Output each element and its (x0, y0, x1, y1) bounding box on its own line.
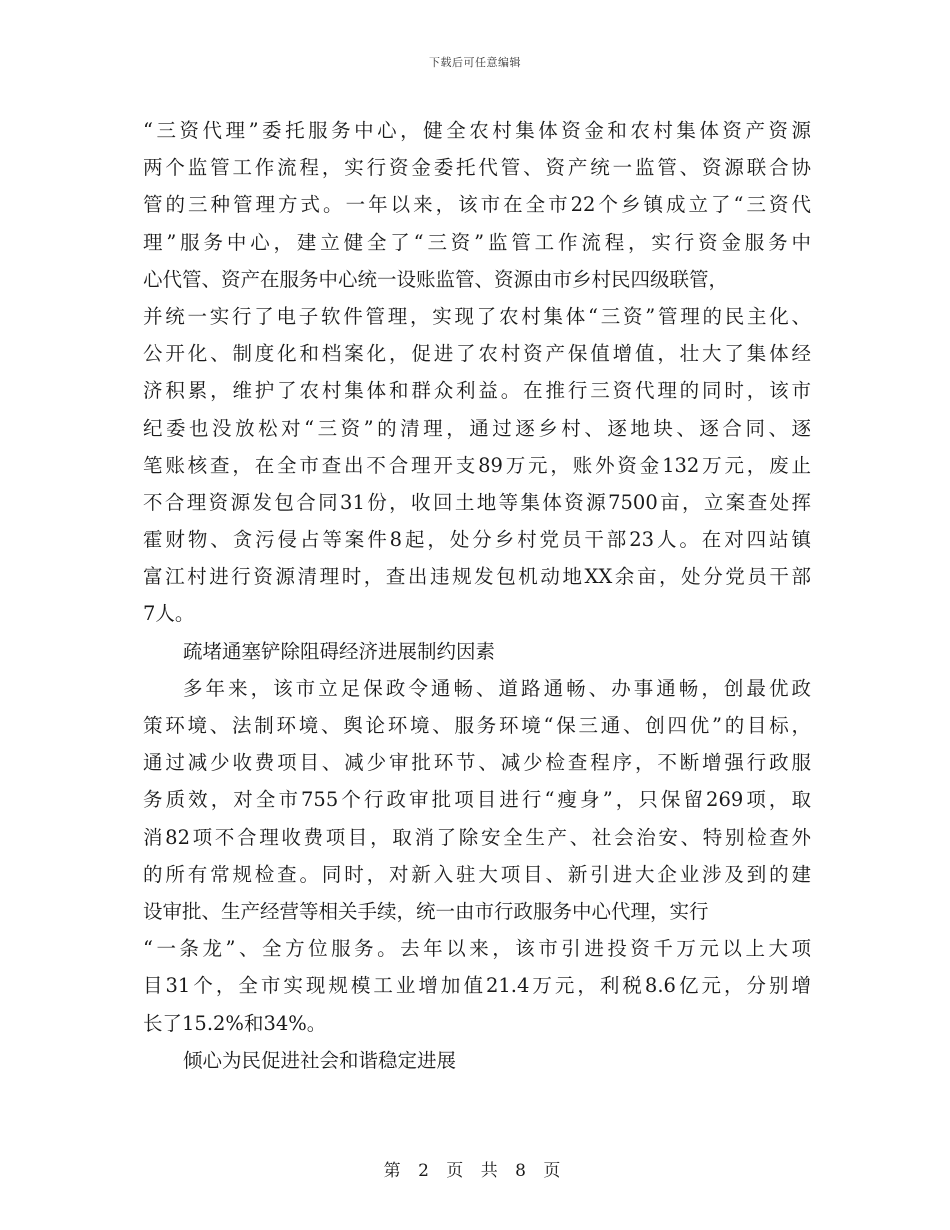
text-line: 7人。 (143, 602, 195, 626)
text-line: 设审批、生产经营等相关手续，统一由市行政服务中心代理，实行 (143, 899, 709, 923)
text-line: 不合理资源发包合同31份，收回土地等集体资源7500亩，立案查处挥 (143, 490, 811, 514)
paragraph-2 (143, 670, 811, 1042)
page-header: 下载后可任意编辑 (429, 56, 521, 69)
section-heading (143, 633, 811, 670)
text-line: 理”服务中心，建立健全了“三资”监管工作流程，实行资金服务中 (143, 230, 811, 254)
text-line: 的所有常规检查。同时，对新入驻大项目、新引进大企业涉及到的建 (143, 862, 811, 886)
page-number: 第 2 页 共 8 页 (383, 1161, 567, 1181)
text-line: 纪委也没放松对“三资”的清理，通过逐乡村、逐地块、逐合同、逐 (143, 416, 811, 440)
text-line: 多年来，该市立足保政令通畅、道路通畅、办事通畅，创最优政 (183, 676, 811, 700)
text-line: 管的三种管理方式。一年以来，该市在全市22个乡镇成立了“三资代 (143, 193, 811, 217)
text-line: 务质效，对全市755个行政审批项目进行“瘦身”，只保留269项，取 (143, 788, 811, 812)
text-line: 消82项不合理收费项目，取消了除安全生产、社会治安、特别检查外 (143, 825, 811, 849)
text-line: 心代管、资产在服务中心统一设账监管、资源由市乡村民四级联管， (143, 267, 729, 291)
paragraph-1 (143, 112, 811, 633)
text-line: 并统一实行了电子软件管理，实现了农村集体“三资”管理的民主化、 (143, 304, 811, 328)
text-line: 通过减少收费项目、减少审批环节、减少检查程序，不断增强行政服 (143, 751, 811, 775)
text-line: 公开化、制度化和档案化，促进了农村资产保值增值，壮大了集体经 (143, 342, 811, 366)
text-line: 济积累，维护了农村集体和群众利益。在推行三资代理的同时，该市 (143, 379, 811, 403)
heading-text: 疏堵通塞铲除阻碍经济进展制约因素 (183, 639, 496, 663)
text-line: 策环境、法制环境、舆论环境、服务环境“保三通、创四优”的目标， (143, 714, 811, 737)
heading-text: 倾心为民促进社会和谐稳定进展 (183, 1048, 457, 1072)
text-line: “一条龙”、全方位服务。去年以来，该市引进投资千万元以上大项 (143, 937, 811, 961)
section-heading (143, 1042, 811, 1079)
text-line: “三资代理”委托服务中心，健全农村集体资金和农村集体资产资源 (143, 119, 811, 142)
text-line: 富江村进行资源清理时，查出违规发包机动地XX余亩，处分党员干部 (143, 565, 811, 589)
text-line: 目31个，全市实现规模工业增加值21.4万元，利税8.6亿元，分别增 (143, 974, 811, 998)
text-line: 两个监管工作流程，实行资金委托代管、资产统一监管、资源联合协 (143, 156, 811, 180)
text-line: 霍财物、贪污侵占等案件8起，处分乡村党员干部23人。在对四站镇 (143, 528, 811, 552)
text-line: 长了15.2%和34%。 (143, 1011, 327, 1035)
text-line: 笔账核查，在全市查出不合理开支89万元，账外资金132万元，废止 (143, 453, 811, 477)
document-body (143, 112, 811, 1079)
